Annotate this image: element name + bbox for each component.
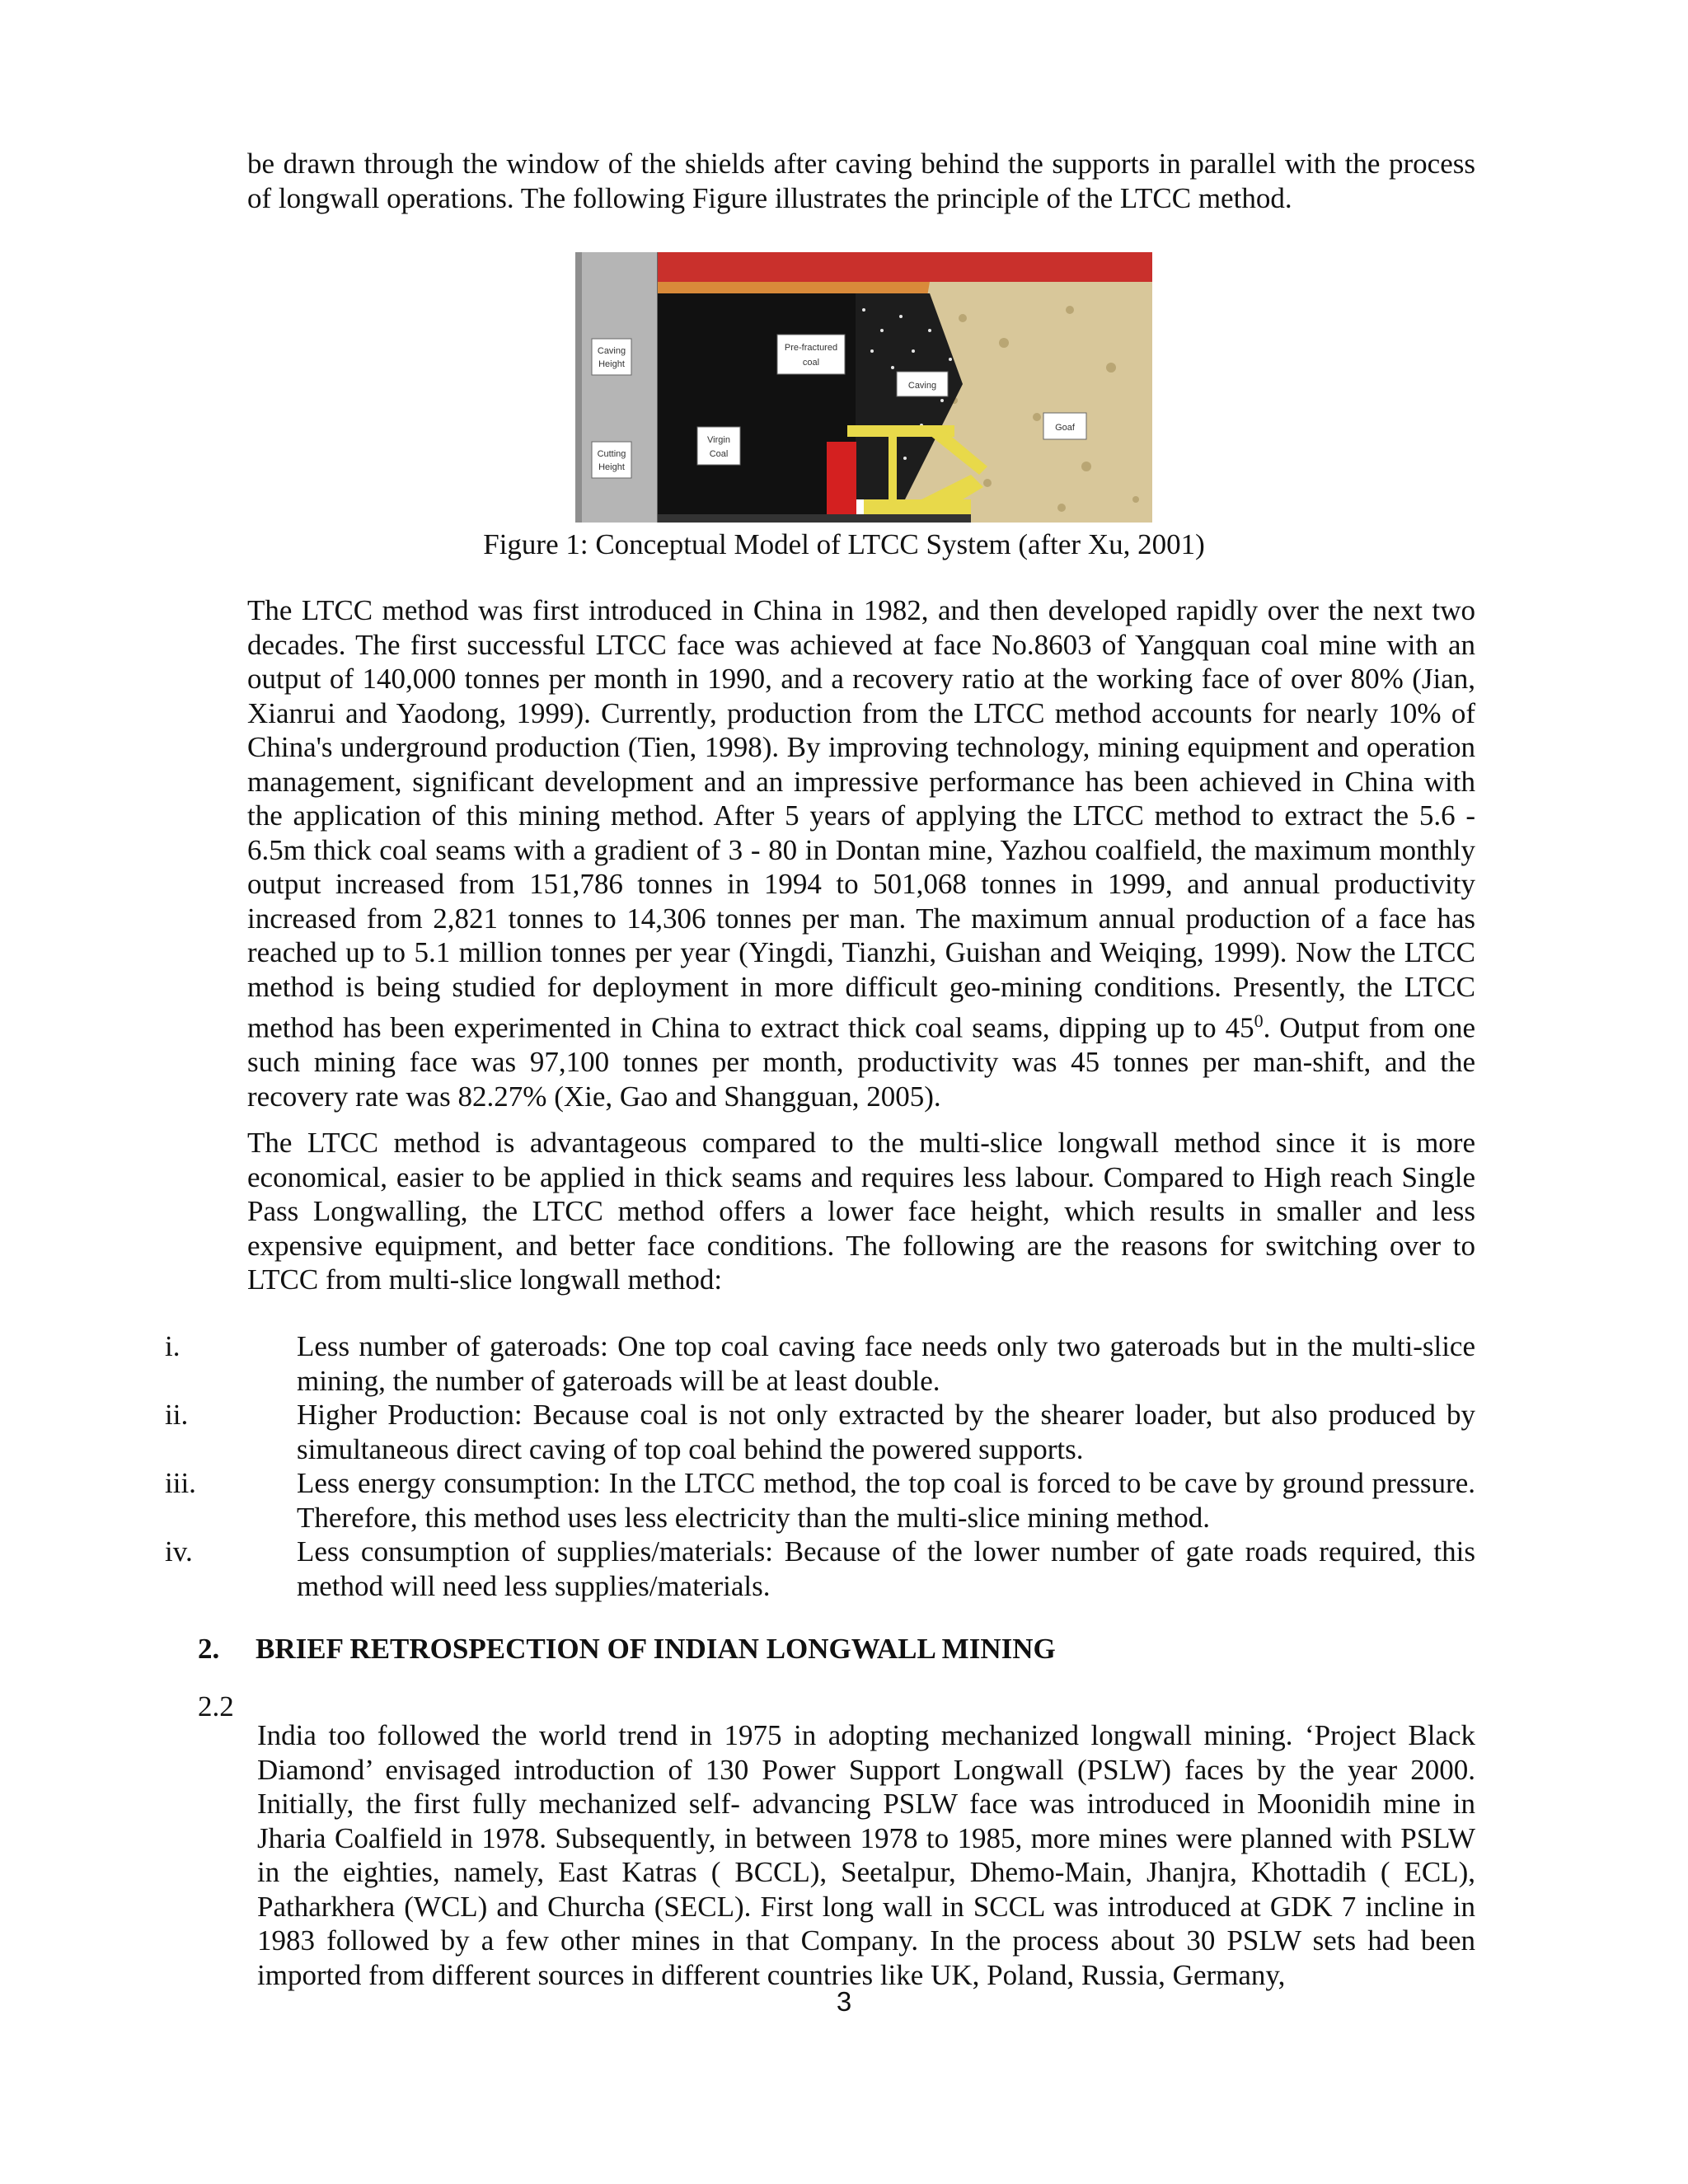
figure-label-virgin-coal — [697, 427, 740, 465]
figure-shearer — [827, 442, 856, 514]
paragraph-ltcc-advantages — [247, 1126, 1475, 1297]
intro-paragraph — [247, 147, 1475, 215]
figure-wall — [575, 252, 658, 523]
list-item: iv. Less consumption of supplies/materials: Because of the lower number of gate roads required, this method will need less supplies/materials. — [165, 1535, 1475, 1602]
page-number: 3 — [836, 1986, 852, 2017]
svg-text:Coal: Coal — [709, 449, 729, 459]
list-item: i. Less number of gateroads: One top coal caving face needs only two gateroads but in the multi-slice mining, the number of gateroads will be at least double. — [165, 1330, 1475, 1397]
section-paragraph-number: 2.2 — [198, 1690, 234, 1722]
figure-roof — [658, 252, 1152, 282]
figure-label-caving-height — [592, 339, 631, 375]
figure-label-cutting-height — [592, 442, 631, 478]
svg-text:Goaf: Goaf — [1055, 423, 1075, 433]
svg-text:Caving: Caving — [907, 381, 937, 391]
svg-text:Virgin: Virgin — [707, 435, 730, 445]
svg-text:Cutting: Cutting — [597, 449, 626, 459]
paragraph-ltcc-history — [247, 593, 1475, 1113]
svg-text:Caving: Caving — [597, 346, 626, 356]
list-item: iii. Less energy consumption: In the LTCC method, the top coal is forced to be cave by ground pressure. Therefore, this method uses less electricity than the multi-slice mining method. — [165, 1467, 1475, 1534]
figure-label-goaf — [1043, 413, 1086, 439]
paragraph-ltcc-history-text: The LTCC method was first introduced in China in 1982, and then developed rapidly over the next two decades. The first successful LTCC face was achieved at face No.8603 of Yangquan coal mine with an output of 140,000 tonnes per month in 1990, and a recovery ratio at the working face of over 80% (Jian, Xianrui and Yaodong, 1999). Currently, production from the LTCC method accounts for nearly 10% of China's underground production (Tien, 1998). By improving technology, mining equipment and operation management, significant development and an impressive performance has been achieved in China with the application of this mining method. After 5 years of applying the LTCC method to extract the 5.6 - 6.5m thick coal seams with a gradient of 3 - 80 in Dontan mine, Yazhou coalfield, the maximum monthly output increased from 151,786 tonnes in 1994 to 501,068 tonnes in 1999, and annual productivity increased from 2,821 tonnes to 14,306 tonnes per man. The maximum annual production of a face has reached up to 5.1 million tonnes per year (Yingdi, Tianzhi, Guishan and Weiqing, 1999). Now the LTCC method is being studied for deployment in more difficult geo-mining conditions. Presently, the LTCC method has been experimented in China to extract thick coal seams, dipping up to $45^0$. Output from one such mining face was 97,100 tonnes per month, productivity was 45 tonnes per man-shift, and the recovery rate was 82.27% (Xie, Gao and Shangguan, 2005). — [247, 594, 1475, 1113]
svg-text:coal: coal — [802, 358, 820, 368]
paragraph-ltcc-advantages-text: The LTCC method is advantageous compared to the multi-slice longwall method since it is more economical, easier to be applied in thick seams and requires less labour. Compared to High reach Single Pass Longwalling, the LTCC method offers a lower face height, which results in smaller and less expensive equipment, and better face conditions. The following are the reasons for switching over to LTCC from multi-slice longwall method: — [247, 1127, 1475, 1296]
figure-virgin-coal — [658, 293, 856, 523]
section-heading: 2. BRIEF RETROSPECTION OF INDIAN LONGWALL MINING — [198, 1633, 1056, 1665]
section-paragraph-text: India too followed the world trend in 1975 in adopting mechanized longwall mining. ‘Project Black Diamond’ envisaged introduction of 130 Power Support Longwall (PSLW) faces by the year 2000. Initially, the first fully mechanized self- advancing PSLW face was introduced in Moonidih mine in Jharia Coalfield in 1978. Subsequently, in between 1978 to 1985, more mines were planned with PSLW in the eighties, namely, East Katras ( BCCL), Seetalpur, Dhemo-Main, Jhanjra, Khottadih ( ECL), Patharkhera (WCL) and Churcha (SECL). First long wall in SCCL was introduced at GDK 7 incline in 1983 followed by a few other mines in that Company. In the process about 30 PSLW sets had been imported from different sources in different countries like UK, Poland, Russia, Germany, — [257, 1719, 1475, 1991]
section-paragraph — [198, 1690, 1475, 2021]
list-item: ii. Higher Production: Because coal is not only extracted by the shearer loader, but also produced by simultaneous direct caving of top coal behind the powered supports. — [165, 1399, 1475, 1465]
figure-label-prefractured-coal — [777, 335, 845, 374]
svg-text:Height: Height — [598, 462, 625, 472]
svg-text:Height: Height — [598, 359, 625, 369]
ltcc-figure — [575, 252, 1152, 523]
intro-paragraph-text: be drawn through the window of the shields after caving behind the supports in parallel with the process of longwall operations. The following Figure illustrates the principle of the LTCC method. — [247, 148, 1475, 214]
reasons-list — [165, 1329, 1475, 1603]
figure-caption: Figure 1: Conceptual Model of LTCC System (after Xu, 2001) — [483, 528, 1205, 560]
figure-band — [658, 282, 930, 293]
svg-text:Pre-fractured: Pre-fractured — [784, 343, 838, 353]
figure-label-caving — [897, 372, 948, 396]
